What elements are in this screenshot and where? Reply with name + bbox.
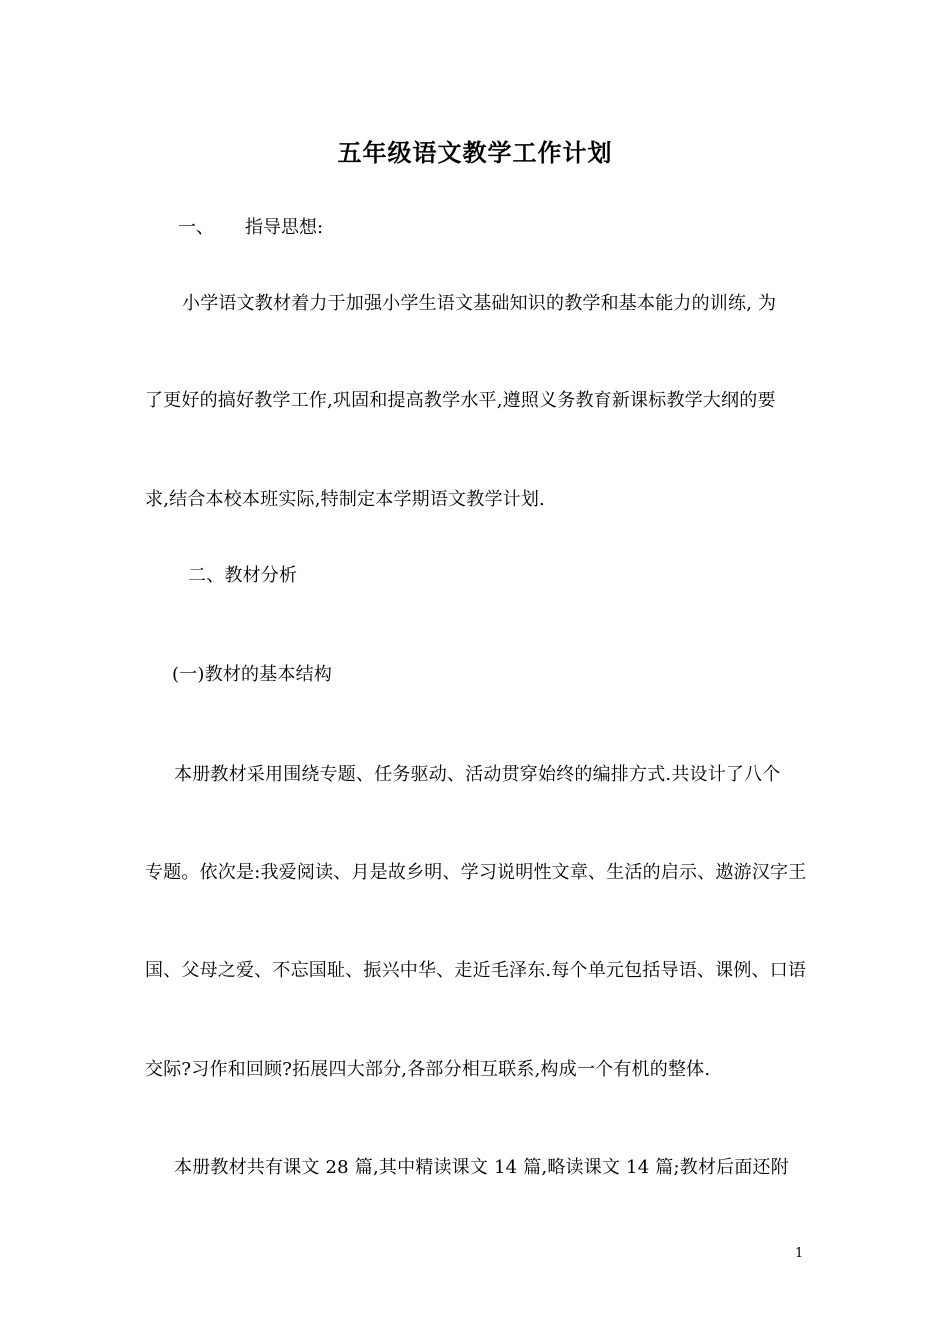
page-number: 1: [795, 1246, 804, 1261]
paragraph-1-line-3: 求,结合本校本班实际,特制定本学期语文教学计划.: [145, 489, 545, 510]
section-1-heading: 指导思想:: [245, 217, 324, 238]
section-1-number: 一、: [178, 217, 214, 238]
paragraph-2-line-4: 交际?习作和回顾?拓展四大部分,各部分相互联系,构成一个有机的整体.: [145, 1059, 711, 1080]
section-2-heading: 二、教材分析: [188, 565, 298, 586]
paragraph-2-line-1: 本册教材采用围绕专题、任务驱动、活动贯穿始终的编排方式.共设计了八个: [174, 764, 781, 785]
paragraph-1-line-1: 小学语文教材着力于加强小学生语文基础知识的教学和基本能力的训练, 为: [182, 293, 777, 314]
paragraph-1-line-2: 了更好的搞好教学工作,巩固和提高教学水平,遵照义务教育新课标教学大纲的要: [145, 390, 776, 411]
paragraph-2-line-2: 专题。依次是:我爱阅读、月是故乡明、学习说明性文章、生活的启示、遨游汉字王: [145, 862, 807, 883]
subsection-1-heading: (一)教材的基本结构: [172, 664, 333, 685]
document-title: 五年级语文教学工作计划: [337, 138, 613, 167]
paragraph-3-line-1: 本册教材共有课文 28 篇,其中精读课文 14 篇,略读课文 14 篇;教材后面还附: [174, 1157, 789, 1178]
paragraph-2-line-3: 国、父母之爱、不忘国耻、振兴中华、走近毛泽东.每个单元包括导语、课例、口语: [145, 960, 807, 981]
